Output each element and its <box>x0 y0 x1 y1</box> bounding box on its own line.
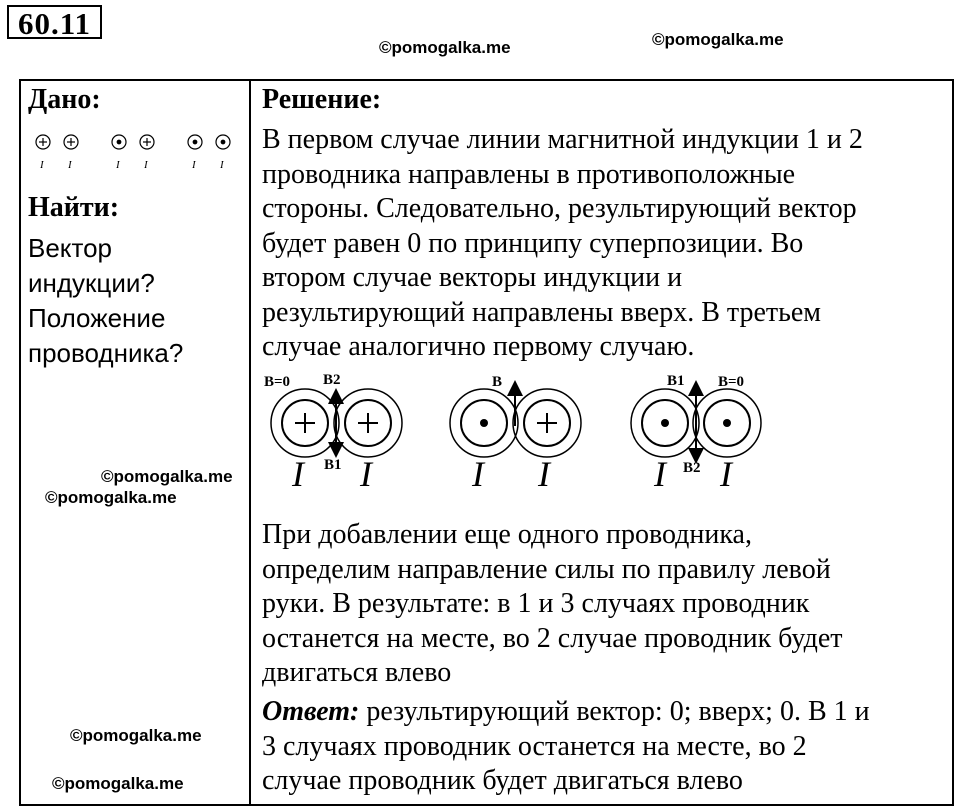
answer-line <box>262 695 952 730</box>
text-line: проводника направлены в противоположные <box>262 158 796 190</box>
solution-paragraph-1 <box>262 123 952 365</box>
dot-icon <box>723 419 731 427</box>
dot-icon <box>480 419 488 427</box>
text-line: стороны. Следовательно, результирующий вектор <box>262 193 857 224</box>
case-3-diagram <box>631 373 761 494</box>
current-label: I <box>192 159 196 171</box>
current-label: I <box>720 454 732 494</box>
text-line: двигаться влево <box>262 657 452 688</box>
watermark: ©pomogalka.me <box>70 726 202 745</box>
label-b-zero: B=0 <box>718 374 745 390</box>
text-line: останется на месте, во 2 случае проводник будет <box>262 622 843 654</box>
conductor-out-of-page-icon <box>188 135 202 149</box>
watermark: ©pomogalka.me <box>652 30 784 49</box>
current-label: I <box>144 159 148 171</box>
label-b2: B2 <box>683 460 701 476</box>
find-line: Вектор <box>28 233 113 263</box>
solution-paragraph-2 <box>262 518 952 691</box>
text-line: результирующий направлены вверх. В третьем <box>262 296 822 328</box>
current-label: I <box>40 159 44 171</box>
current-label: I <box>68 159 72 171</box>
watermark: ©pomogalka.me <box>45 488 177 507</box>
label-b: B <box>492 374 503 390</box>
label-b1: B1 <box>667 373 685 389</box>
current-label: I <box>116 159 120 171</box>
label-b-zero: B=0 <box>264 374 291 390</box>
find-line: индукции? <box>28 268 155 298</box>
conductor-into-page-icon <box>140 135 154 149</box>
label-b2: B2 <box>323 372 341 388</box>
conductor-out-of-page-icon <box>216 135 230 149</box>
text-line: определим направление силы по правилу левой <box>262 553 831 585</box>
current-label: I <box>220 159 224 171</box>
watermark: ©pomogalka.me <box>379 38 511 57</box>
text-line: будет равен 0 по принципу суперпозиции. Во <box>262 227 804 259</box>
current-label: I <box>538 454 550 494</box>
watermark: ©pomogalka.me <box>52 774 184 793</box>
current-label: I <box>292 454 304 494</box>
find-list <box>28 231 243 371</box>
answer-text: результирующий вектор: 0; вверх; 0. В 1 и <box>359 696 870 727</box>
dot-icon <box>661 419 669 427</box>
conductor-out-of-page-icon <box>112 135 126 149</box>
answer-block <box>262 695 952 799</box>
case-2-diagram <box>450 374 581 494</box>
case-1-diagram <box>264 372 402 494</box>
current-label: I <box>654 454 666 494</box>
find-line: проводника? <box>28 338 184 368</box>
text-line: втором случае векторы индукции и <box>262 262 683 293</box>
answer-label: Ответ: <box>262 696 360 727</box>
text-line: руки. В результате: в 1 и 3 случаях проводник <box>262 588 810 619</box>
field-figure <box>262 368 782 508</box>
label-b1: B1 <box>324 457 342 473</box>
text-line: случае аналогично первому случаю. <box>262 331 695 362</box>
current-label: I <box>472 454 484 494</box>
find-heading: Найти: <box>28 192 120 223</box>
solution-heading: Решение: <box>262 84 382 115</box>
task-number: 60.11 <box>7 5 102 39</box>
current-label: I <box>360 454 372 494</box>
conductor-into-page-icon <box>64 135 78 149</box>
find-line: Положение <box>28 303 166 333</box>
text-line: В первом случае линии магнитной индукции 1 и 2 <box>262 124 863 155</box>
answer-line: случае проводник будет двигаться влево <box>262 765 743 796</box>
conductor-into-page-icon <box>36 135 50 149</box>
given-heading: Дано: <box>28 84 101 115</box>
text-line: При добавлении еще одного проводника, <box>262 519 752 550</box>
column-divider <box>249 79 251 806</box>
watermark: ©pomogalka.me <box>101 467 233 486</box>
given-diagram <box>26 126 248 176</box>
answer-line: 3 случаях проводник останется на месте, во 2 <box>262 730 807 762</box>
